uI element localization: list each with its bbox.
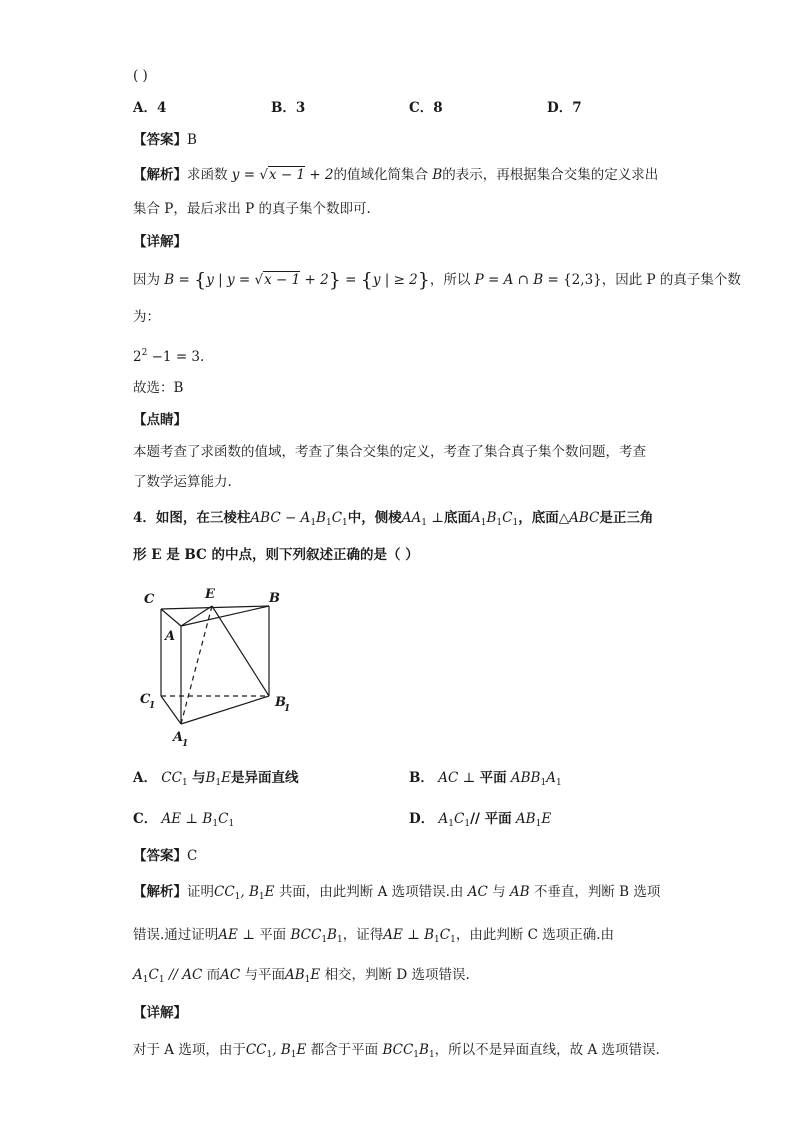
label-c: C [144,592,155,607]
q4-stem-line1 [133,508,653,533]
formula: B [432,167,443,183]
formula: AE ⊥ [218,927,260,943]
formula: AE ⊥ $B_1C_1$ [383,927,456,945]
analysis-text: ，由此判断 C 选项正确.由 [455,927,615,943]
formula: $A_1C_1$ [434,811,471,829]
option-label: B． [409,770,434,786]
q3-analysis-line1 [133,165,658,185]
formula: AC ⊥ [433,770,480,786]
formula: △ABC [558,510,600,526]
formula: $CC_1$ [156,770,188,788]
label-b: B [269,591,280,606]
detail-text: ，所以 [429,272,471,288]
q4-option-b [409,768,562,793]
answer-tag: 【答案】 [133,132,187,148]
analysis-tag: 【解析】 [133,167,187,183]
answer-tag: 【答案】 [133,848,187,864]
detail-text: ，所以不是异面直线，故 A 选项错误. [434,1042,660,1058]
q3-answer [133,130,197,150]
q3-comment-tag: 【点睛】 [133,412,187,428]
formula: $A_1B_1C_1$ [471,510,519,528]
label-a1-sub: 1 [182,739,189,749]
q4-detail-tag: 【详解】 [133,1005,187,1021]
label-c1: C [140,692,151,707]
formula: $AB_1E$ [511,811,552,829]
formula: P = A ∩ B = {2,3} [474,272,602,288]
formula: AC [463,884,493,900]
analysis-text: 的值域化简集合 [333,167,429,183]
result-text: −1 = 3. [151,349,205,365]
formula: $AB_1E$ [285,967,325,985]
detail-text: 都含于平面 [310,1042,379,1058]
analysis-text: 错误.通过证明 [133,927,219,943]
option-label: C． [133,811,158,827]
detail-text: 因为 [133,272,160,288]
q3-paren: ( ) [133,68,148,84]
answer-value: C [187,848,198,864]
formula: $AA_1$ ⊥ [401,510,445,528]
option-text: // 平面 [470,811,512,827]
q4-option-d [409,809,551,834]
stem-text: 中，侧棱 [347,510,402,526]
q4-answer [133,846,197,866]
option-text: 与 [191,770,206,786]
stem-text: 底面 [444,510,472,526]
formula: AC [220,967,245,983]
formula: $BCC_1B_1$ [378,1042,435,1060]
label-b1: B [275,695,286,710]
analysis-text: 相交，判断 D 选项错误. [324,967,470,983]
label-b1-sub: 1 [284,704,291,714]
analysis-tag: 【解析】 [133,884,187,900]
analysis-text: 与 [492,884,506,900]
formula: $B_1E$ [205,770,231,788]
detail-text: ，因此 P 的真子集个数 [601,272,741,288]
edge-eb1 [212,606,269,696]
analysis-text: 而 [206,967,221,983]
analysis-text: 不垂直，判断 B 选项 [533,884,661,900]
edge-ca [161,609,181,626]
label-a1: A [173,730,184,745]
q4-option-c [133,809,234,834]
q3-option-b: B．3 [271,100,306,116]
stem-text: 是正三角 [599,510,654,526]
formula: y = √x − 1 + 2 [231,167,334,183]
detail-text: 对于 A 选项，由于 [133,1042,246,1058]
answer-value: B [187,132,197,148]
formula: AE ⊥ $B_1C_1$ [157,811,235,829]
formula: $CC_1$, $B_1E$ [245,1042,311,1060]
q3-comment-line2: 了数学运算能力. [133,474,232,490]
analysis-text: ，证得 [342,927,384,943]
analysis-text: 证明 [187,884,214,900]
analysis-text: 求函数 [187,167,228,183]
formula: AB [505,884,534,900]
q3-detail-line2: 为： [133,309,160,325]
edge-c1a1 [161,696,181,724]
q3-option-d: D．7 [547,100,582,116]
label-a: A [165,629,176,644]
edge-a1b1 [181,696,269,724]
q3-analysis-line2: 集合 P，最后求出 P 的真子集个数即可. [133,201,371,217]
stem-text: 4．如图，在三棱柱 [133,510,251,526]
formula: $ABB_1A_1$ [506,770,562,788]
q3-detail-line1 [133,270,741,290]
q4-detail-line1 [133,1040,660,1065]
q4-analysis-line2 [133,925,614,950]
stem-text: ，底面 [518,510,559,526]
edge-ab [181,606,269,626]
analysis-text: 平面 [259,927,287,943]
option-label: D． [409,811,435,827]
q4-analysis-line3 [133,965,470,990]
formula: $CC_1$, $B_1E$ [214,884,279,902]
q4-option-a [133,768,298,793]
q3-comment-line1: 本题考查了求函数的值域，考查了集合交集的定义，考查了集合真子集个数问题，考查 [133,444,646,460]
formula: $A_1C_1$ // AC [133,967,207,985]
formula: B = {y | y = √x − 1 + 2} = {y | ≥ 2} [164,269,430,291]
analysis-text: 共面，由此判断 A 选项错误.由 [278,884,464,900]
q3-choose: 故选：B [133,380,184,396]
edge-cb [161,606,269,609]
q4-analysis-line1 [133,882,660,907]
formula: ABC − $A_1B_1C_1$ [250,510,348,528]
q3-detail-result: $2^2 -1 = 3$. [133,348,205,365]
option-text: 平面 [479,770,507,786]
analysis-text: 的表示，再根据集合交集的定义求出 [442,167,659,183]
q3-option-a: A．4 [133,100,167,116]
q3-detail-tag: 【详解】 [133,234,187,250]
option-label: A． [133,770,157,786]
q4-stem-line2: 形 E 是 BC 的中点，则下列叙述正确的是（ ） [133,547,419,563]
label-e: E [205,587,215,602]
analysis-text: 与平面 [244,967,285,983]
formula: $BCC_1B_1$ [286,927,343,945]
option-text: 是异面直线 [230,770,299,786]
q3-option-c: C．8 [409,100,443,116]
prism-figure [135,582,305,752]
label-c1-sub: 1 [149,701,156,711]
